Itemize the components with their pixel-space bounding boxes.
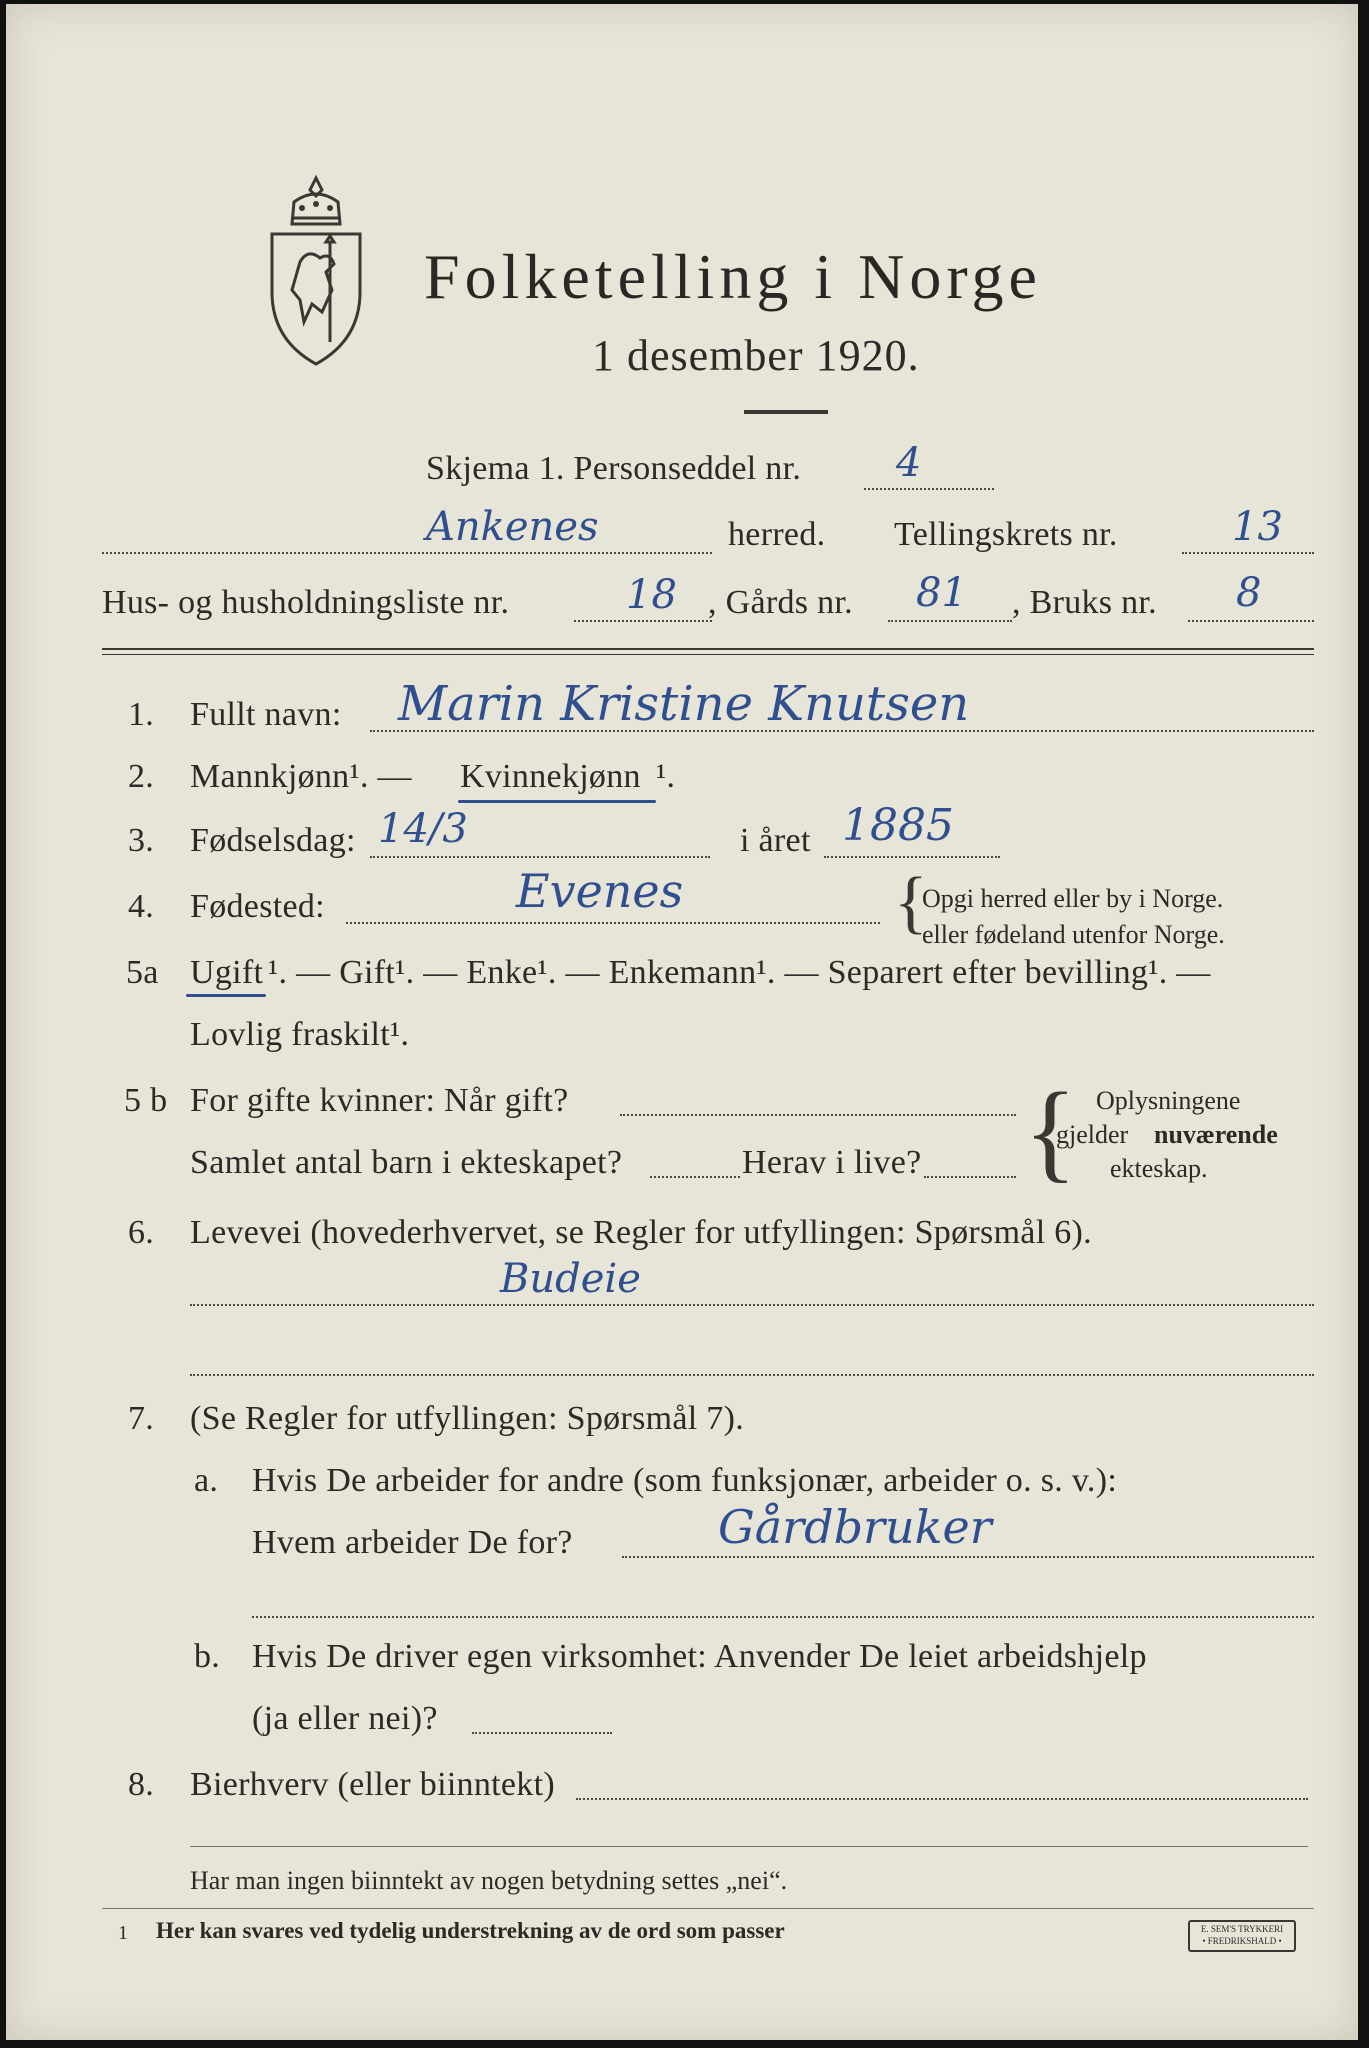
household-list-label: Hus- og husholdningsliste nr. <box>102 584 510 621</box>
q7a-line1: Hvis De arbeider for andre (som funksjonær, arbeider o. s. v.): <box>252 1462 1118 1499</box>
herred-value: Ankenes <box>426 504 599 550</box>
birthplace-field <box>346 922 880 924</box>
birthplace-brace: { <box>894 864 928 941</box>
q7-label: (Se Regler for utfyllingen: Spørsmål 7). <box>190 1400 745 1437</box>
census-form-page <box>6 4 1358 2040</box>
schema-number-field <box>864 488 994 490</box>
bruks-value: 8 <box>1236 570 1262 616</box>
q1-label: Fullt navn: <box>190 696 342 733</box>
herred-label: herred. <box>728 516 826 553</box>
full-name-value: Marin Kristine Knutsen <box>398 676 970 732</box>
q3-number: 3. <box>128 822 155 859</box>
section-rule-bottom <box>102 654 1314 655</box>
footnote-rule <box>102 1908 1314 1909</box>
household-list-field <box>574 620 712 622</box>
printer-stamp-line-2: • FREDRIKSHALD • <box>1202 1936 1282 1946</box>
herred-field <box>102 552 712 554</box>
household-list-value: 18 <box>626 572 677 618</box>
female-underline-mark <box>458 800 656 803</box>
side-income-field <box>576 1798 1308 1800</box>
q7a-number: a. <box>194 1462 219 1499</box>
q7a-employer-label: Hvem arbeider De for? <box>252 1524 573 1561</box>
title-divider <box>744 410 828 414</box>
footnote-mark: 1 <box>118 1922 128 1944</box>
q5b-married-when-label: For gifte kvinner: Når gift? <box>190 1082 569 1119</box>
footnote-text: Her kan svares ved tydelig understrekning av de ord som passer <box>156 1918 785 1943</box>
gards-label: , Gårds nr. <box>708 584 853 621</box>
employer-field <box>622 1556 1314 1558</box>
form-date: 1 desember 1920. <box>592 331 920 380</box>
birthplace-note-2: eller fødeland utenfor Norge. <box>922 920 1225 949</box>
q5b-note-1: Oplysningene <box>1096 1086 1241 1115</box>
q5a-options: ¹. — Gift¹. — Enke¹. — Enkemann¹. — Separert efter bevilling¹. — <box>268 954 1211 991</box>
q7-number: 7. <box>128 1400 155 1437</box>
gards-value: 81 <box>916 570 967 616</box>
q4-number: 4. <box>128 888 155 925</box>
notes-rule <box>190 1846 1308 1847</box>
q2-female-footnote: ¹. <box>656 758 676 795</box>
q5b-note-2a: gjelder <box>1056 1120 1129 1149</box>
q5b-number: 5 b <box>124 1082 168 1119</box>
gards-field <box>888 620 1012 622</box>
children-alive-field <box>924 1176 1016 1178</box>
printer-stamp-line-1: E. SEM'S TRYKKERI <box>1200 1924 1284 1934</box>
q1-number: 1. <box>128 696 155 733</box>
tellingskrets-label: Tellingskrets nr. <box>894 516 1118 553</box>
children-total-field <box>650 1176 740 1178</box>
tellingskrets-field <box>1182 552 1314 554</box>
birth-year-label: i året <box>740 822 811 859</box>
employer-field-2 <box>252 1616 1314 1618</box>
tellingskrets-value: 13 <box>1232 504 1283 550</box>
bruks-label: , Bruks nr. <box>1012 584 1157 621</box>
q2-female-label: Kvinnekjønn <box>460 758 641 795</box>
hired-help-field <box>472 1732 612 1734</box>
schema-number-value: 4 <box>896 440 922 486</box>
birthplace-note-1: Opgi herred eller by i Norge. <box>922 884 1224 913</box>
employer-value: Gårdbruker <box>718 1500 992 1554</box>
q5a-ugift-label: Ugift <box>190 954 264 991</box>
printer-stamp <box>1188 1920 1296 1952</box>
q6-number: 6. <box>128 1214 155 1251</box>
occupation-value: Budeie <box>500 1256 641 1302</box>
birthday-field <box>370 856 710 858</box>
q5b-alive-label: Herav i live? <box>742 1144 922 1181</box>
q8-number: 8. <box>128 1766 155 1803</box>
schema-label: Skjema 1. Personseddel nr. <box>426 450 802 487</box>
q8-label: Bierhverv (eller biinntekt) <box>190 1766 555 1803</box>
q5b-brace: { <box>1024 1070 1077 1192</box>
q5a-divorced-label: Lovlig fraskilt¹. <box>190 1016 410 1053</box>
q5b-note-2b: nuværende <box>1154 1120 1278 1149</box>
section-rule-top <box>102 648 1314 650</box>
birth-year-value: 1885 <box>842 800 954 851</box>
bruks-field <box>1188 620 1314 622</box>
q4-label: Fødested: <box>190 888 325 925</box>
occupation-field-2 <box>190 1374 1314 1376</box>
occupation-field <box>190 1304 1314 1306</box>
married-when-field <box>620 1114 1016 1116</box>
ugift-underline-mark <box>186 994 266 997</box>
income-note: Har man ingen biinntekt av nogen betydning settes „nei“. <box>190 1866 788 1895</box>
birthplace-value: Evenes <box>516 864 684 918</box>
coat-of-arms-icon <box>260 172 372 370</box>
q6-label: Levevei (hovederhvervet, se Regler for utfyllingen: Spørsmål 6). <box>190 1214 1092 1251</box>
q7b-line1: Hvis De driver egen virksomhet: Anvender De leiet arbeidshjelp <box>252 1638 1147 1675</box>
form-title: Folketelling i Norge <box>424 241 1042 312</box>
q5b-note-3: ekteskap. <box>1110 1154 1208 1183</box>
q2-male-label: Mannkjønn¹. — <box>190 758 412 795</box>
birth-year-field <box>824 856 1000 858</box>
q2-number: 2. <box>128 758 155 795</box>
birthday-value: 14/3 <box>378 806 468 852</box>
q7b-number: b. <box>194 1638 221 1675</box>
q7b-line2: (ja eller nei)? <box>252 1700 438 1737</box>
q5a-number: 5a <box>126 954 159 991</box>
q3-label: Fødselsdag: <box>190 822 356 859</box>
q5b-children-label: Samlet antal barn i ekteskapet? <box>190 1144 623 1181</box>
